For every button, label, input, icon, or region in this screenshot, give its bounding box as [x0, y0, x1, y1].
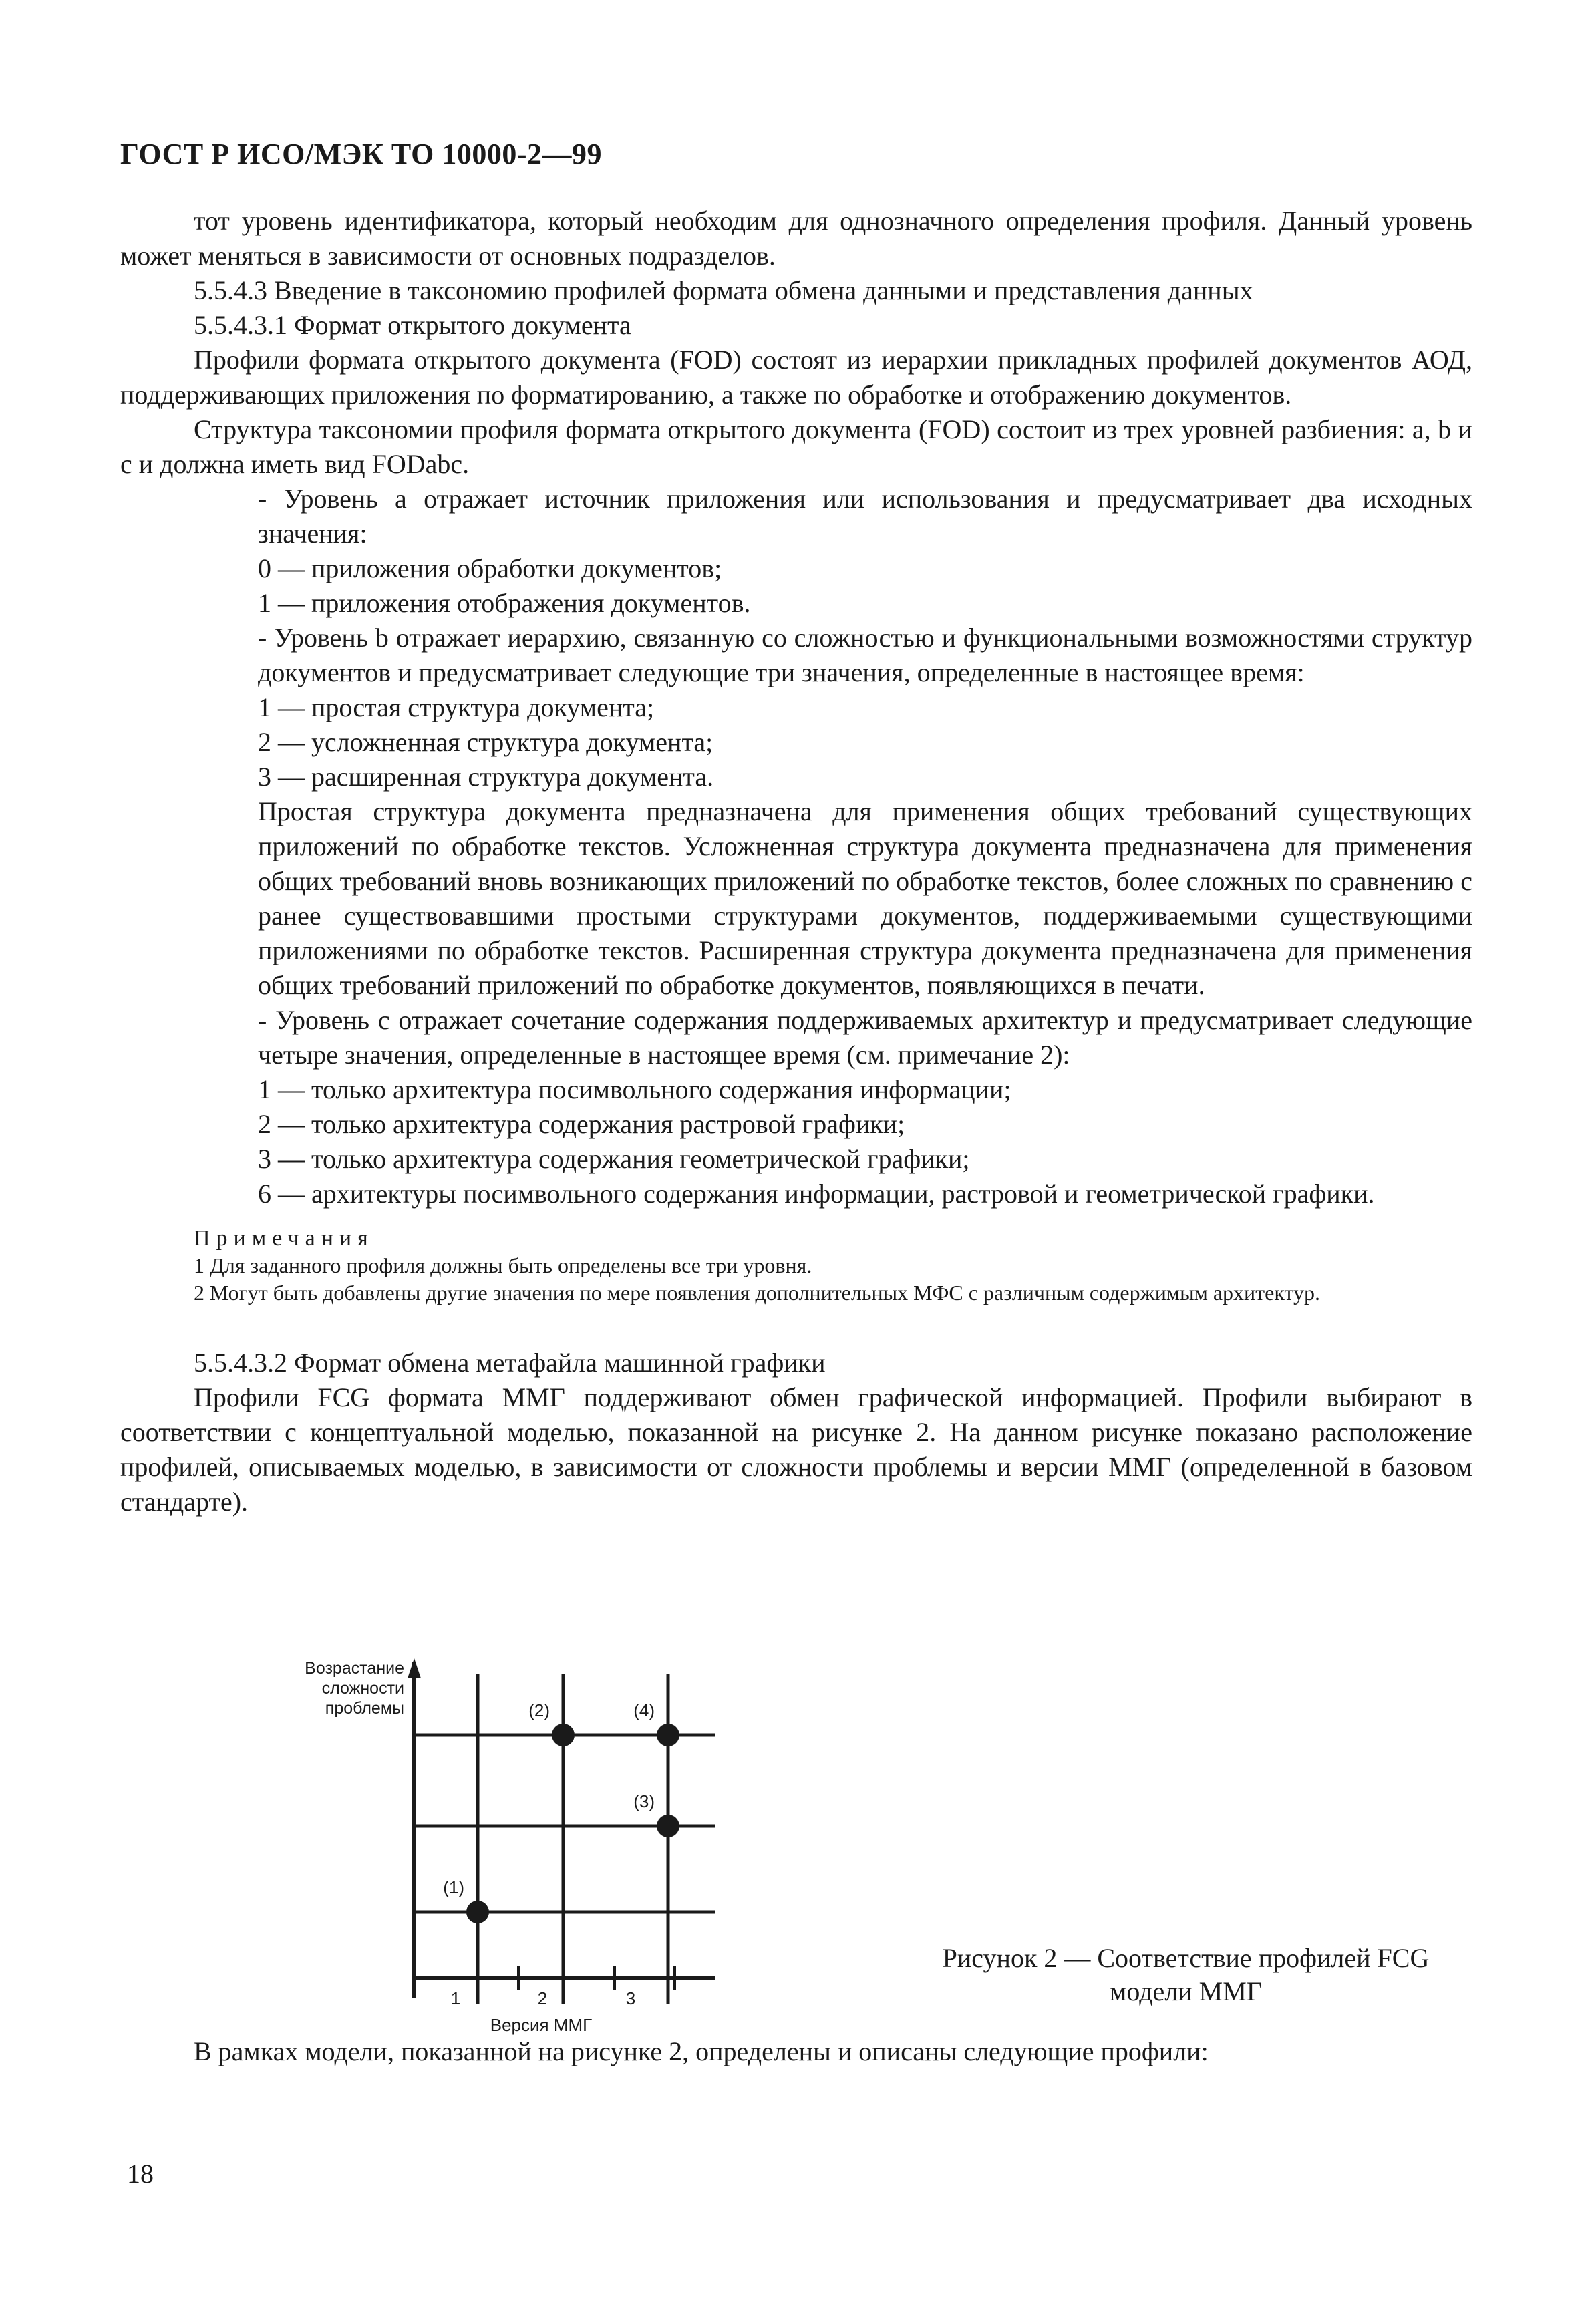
level-c-paragraph: - Уровень c отражает сочетание содержания поддерживаемых архитектур и предусматривает следующие четыре значения, определенные в настоящее время (см. примечание 2):	[258, 1005, 1472, 1070]
list-item: 3 — расширенная структура документа.	[258, 762, 714, 792]
x-tick-label: 2	[537, 1988, 548, 2008]
list-item: 6 — архитектуры посимвольного содержания информации, растровой и геометрической графики.	[258, 1179, 1375, 1209]
list-item: 2 — усложненная структура документа;	[258, 727, 713, 757]
profile-point	[657, 1815, 679, 1837]
page-number: 18	[127, 2159, 154, 2189]
paragraph: тот уровень идентификатора, который необходим для однозначного определения профиля. Данный уровень может меняться в зависимости от основных подразделов.	[120, 206, 1472, 271]
paragraph: Структура таксономии профиля формата открытого документа (FOD) состоит из трех уровней разбиения: a, b и c и должна иметь вид FODabc.	[120, 414, 1472, 479]
list-item: 1 — простая структура документа;	[258, 692, 655, 722]
profile-point-label: (2)	[528, 1700, 550, 1720]
profile-point-label: (4)	[633, 1700, 655, 1720]
list-item: 1 — только архитектура посимвольного содержания информации;	[258, 1074, 1011, 1104]
note-item: 2 Могут быть добавлены другие значения по мере появления дополнительных МФС с различным содержимым архитектур.	[194, 1281, 1321, 1305]
y-axis-arrow	[408, 1658, 421, 1678]
subsection-heading: 5.5.4.3.1 Формат открытого документа	[194, 310, 631, 340]
y-axis-label: сложности	[321, 1679, 404, 1698]
figure-caption-line: модели ММГ	[1110, 1976, 1262, 2006]
profile-point	[657, 1724, 679, 1746]
notes-block	[120, 1225, 1472, 1307]
closing-line	[120, 2034, 1472, 2069]
level-a-paragraph: - Уровень a отражает источник приложения или использования и предусматривает два исходных значения:	[258, 484, 1472, 549]
y-axis-label: Возрастание	[305, 1659, 404, 1678]
level-b-description: Простая структура документа предназначена для применения общих требований существующих приложений по обработке текстов. Усложненная структура документа предназначена для применения общих требований вновь возникающих приложений по обработке текстов, более сложных по сравнению с ранее существовавшими простыми структурами документов, поддерживаемыми существующими приложениями по обработке текстов. Расширенная структура документа предназначена для применения общих требований приложений по обработке документов, появляющихся в печати.	[258, 796, 1472, 1000]
figure-caption	[929, 1942, 1443, 2008]
paragraph: Профили FCG формата ММГ поддерживают обмен графической информацией. Профили выбирают в соответствии с концептуальной моделью, показанной на рисунке 2. На данном рисунке показано расположение профилей, описываемых моделью, в зависимости от сложности проблемы и версии ММГ (определенной в базовом стандарте).	[120, 1382, 1472, 1517]
page-header: ГОСТ Р ИСО/МЭК ТО 10000-2—99	[120, 138, 603, 170]
y-axis-label: проблемы	[325, 1699, 404, 1718]
section-heading: 5.5.4.3 Введение в таксономию профилей формата обмена данными и представления данных	[194, 275, 1253, 305]
list-item: 0 — приложения обработки документов;	[258, 553, 722, 583]
x-tick-label: 1	[450, 1988, 461, 2008]
paragraph: Профили формата открытого документа (FOD) состоят из иерархии прикладных профилей документов АОД, поддерживающих приложения по форматированию, а также по обработке и отображению документов.	[120, 345, 1472, 410]
profile-point	[552, 1724, 575, 1746]
profile-point-label: (1)	[443, 1877, 464, 1897]
paragraph: В рамках модели, показанной на рисунке 2, определены и описаны следующие профили:	[194, 2036, 1209, 2066]
profile-point	[466, 1901, 489, 1923]
level-b-paragraph: - Уровень b отражает иерархию, связанную со сложностью и функциональными возможностями структур документов и предусматривает следующие три значения, определенные в настоящее время:	[258, 623, 1472, 687]
x-axis-label: Версия ММГ	[490, 2015, 593, 2035]
notes-title: Примечания	[194, 1226, 374, 1251]
list-item: 2 — только архитектура содержания растровой графики;	[258, 1109, 905, 1139]
figure-caption-line: Рисунок 2 — Соответствие профилей FCG	[942, 1943, 1430, 1973]
profile-point-label: (3)	[633, 1791, 655, 1811]
body-text	[120, 204, 1472, 1519]
list-item: 1 — приложения отображения документов.	[258, 588, 751, 618]
list-item: 3 — только архитектура содержания геометрической графики;	[258, 1144, 970, 1174]
note-item: 1 Для заданного профиля должны быть определены все три уровня.	[194, 1253, 812, 1277]
subsection-heading: 5.5.4.3.2 Формат обмена метафайла машинной графики	[194, 1348, 826, 1378]
x-tick-label: 3	[625, 1988, 636, 2008]
